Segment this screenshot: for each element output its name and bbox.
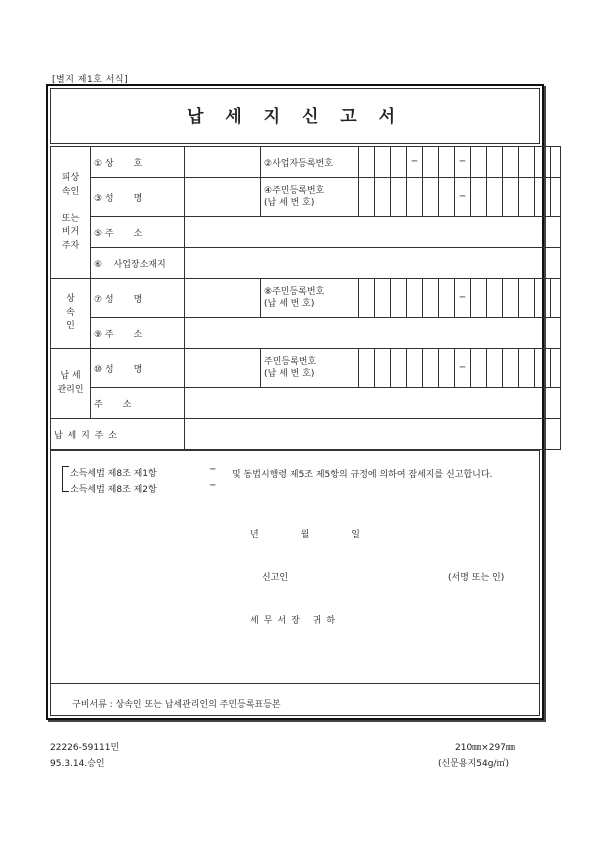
input-tax-address[interactable] [185,419,561,450]
digit-cell[interactable] [439,349,455,388]
digit-cell[interactable] [359,147,375,178]
approval-date: 95.3.14.승인 [50,759,105,769]
digit-cell[interactable] [439,178,455,217]
input-address-mgr[interactable] [185,388,561,419]
section-successor-label: 상 속 인 [66,294,75,332]
digit-cell[interactable] [551,147,561,178]
label-name-3: ③ 성 명 [91,178,185,217]
input-name-7[interactable] [185,279,261,318]
label-business-reg-no: ②사업자등록번호 [261,147,359,178]
input-workplace[interactable] [185,248,561,279]
digit-cell[interactable] [535,279,551,318]
digit-cell[interactable] [391,147,407,178]
digit-cell[interactable] [535,349,551,388]
digit-cell[interactable] [391,349,407,388]
digit-cell[interactable] [487,147,503,178]
digit-cell[interactable] [359,279,375,318]
label-name-10: ⑩ 성 명 [91,349,185,388]
digit-cell[interactable] [407,279,423,318]
digit-cell[interactable] [487,178,503,217]
hyphen-cell: ─ [407,147,423,178]
digit-cell[interactable] [503,147,519,178]
digit-cell[interactable] [423,178,439,217]
attachments-note: 구비서류 : 상속인 또는 납세관리인의 주민등록표등본 [72,700,281,710]
digit-cell[interactable] [551,178,561,217]
label-trade-name: ① 상 호 [91,147,185,178]
digit-cell[interactable] [375,349,391,388]
form-grid [50,146,561,450]
digit-cell[interactable] [503,178,519,217]
section-manager [51,349,91,419]
section-heir-label: 피상 속인 또는 비거 주자 [61,173,80,251]
digit-cell[interactable] [407,349,423,388]
digit-cell[interactable] [471,147,487,178]
label-resident-reg-no-mgr: 주민등록번호 (납 세 번 호) [261,349,359,388]
digit-cell[interactable] [487,279,503,318]
digit-cell[interactable] [503,349,519,388]
section-manager-label: 납 세 관리인 [57,371,84,395]
title-box [50,88,540,144]
digit-cell[interactable] [391,178,407,217]
form-code: 22226-59111민 [50,743,120,753]
digit-cell[interactable] [359,178,375,217]
digit-cell[interactable] [551,349,561,388]
form-number-label: [별지 제1호 서식] [52,75,129,85]
date-line [250,527,360,540]
digit-cell[interactable] [519,279,535,318]
reporter-label: 신고인 [262,573,289,583]
date-year: 년 [250,530,259,540]
paper-spec: (신문용지54g/㎡) [438,759,509,769]
hyphen-cell: ─ [455,147,471,178]
digit-cell[interactable] [375,279,391,318]
input-name-3[interactable] [185,178,261,217]
digit-cell[interactable] [535,147,551,178]
digit-cell[interactable] [423,349,439,388]
form-title: 납 세 지 신 고 서 [186,107,404,127]
label-resident-reg-no-4: ④주민등록번호 (납 세 번 호) [261,178,359,217]
label-address-mgr: 주 소 [91,388,185,419]
digit-cell[interactable] [471,279,487,318]
date-day: 일 [351,530,360,540]
section-successor [51,279,91,349]
digit-cell[interactable] [503,279,519,318]
label-tax-address: 납 세 지 주 소 [51,419,185,450]
option-clause-2: 소득세법 제8조 제2항 [70,485,157,495]
digit-cell[interactable] [519,178,535,217]
digit-cell[interactable] [519,147,535,178]
bracket-mark [62,466,69,492]
signature-label: (서명 또는 인) [448,573,505,583]
digit-cell[interactable] [439,279,455,318]
declaration-text: 및 동법시행령 제5조 제5항의 규정에 의하여 잠세지를 신고합니다. [232,470,493,480]
paper-size: 210㎜×297㎜ [455,743,515,753]
input-name-10[interactable] [185,349,261,388]
label-resident-reg-no-8: ⑧주민등록번호 (납 세 번 호) [261,279,359,318]
label-workplace: ⑥ 사업장소재지 [91,248,185,279]
digit-cell[interactable] [519,349,535,388]
digit-cell[interactable] [407,178,423,217]
date-month: 월 [300,530,310,540]
input-address-5[interactable] [185,217,561,248]
option-clause-1: 소득세법 제8조 제1항 [70,469,157,479]
label-address-5: ⑤ 주 소 [91,217,185,248]
label-address-9: ⑨ 주 소 [91,318,185,349]
input-address-9[interactable] [185,318,561,349]
digit-cell[interactable] [535,178,551,217]
digit-cell[interactable] [359,349,375,388]
digit-cell[interactable] [487,349,503,388]
hyphen-cell: ─ [455,279,471,318]
office-addressee: 세무서장 귀하 [250,616,341,626]
digit-cell[interactable] [375,147,391,178]
label-name-7: ⑦ 성 명 [91,279,185,318]
section-heir [51,147,91,279]
hyphen-cell: ─ [455,349,471,388]
digit-cell[interactable] [391,279,407,318]
option-dash-1: ─ [210,465,216,475]
digit-cell[interactable] [551,279,561,318]
hyphen-cell: ─ [455,178,471,217]
option-dash-2: ─ [210,481,216,491]
divider [50,683,540,684]
digit-cell[interactable] [423,147,439,178]
digit-cell[interactable] [471,349,487,388]
digit-cell[interactable] [375,178,391,217]
input-trade-name[interactable] [185,147,261,178]
digit-cell[interactable] [471,178,487,217]
digit-cell[interactable] [439,147,455,178]
digit-cell[interactable] [423,279,439,318]
